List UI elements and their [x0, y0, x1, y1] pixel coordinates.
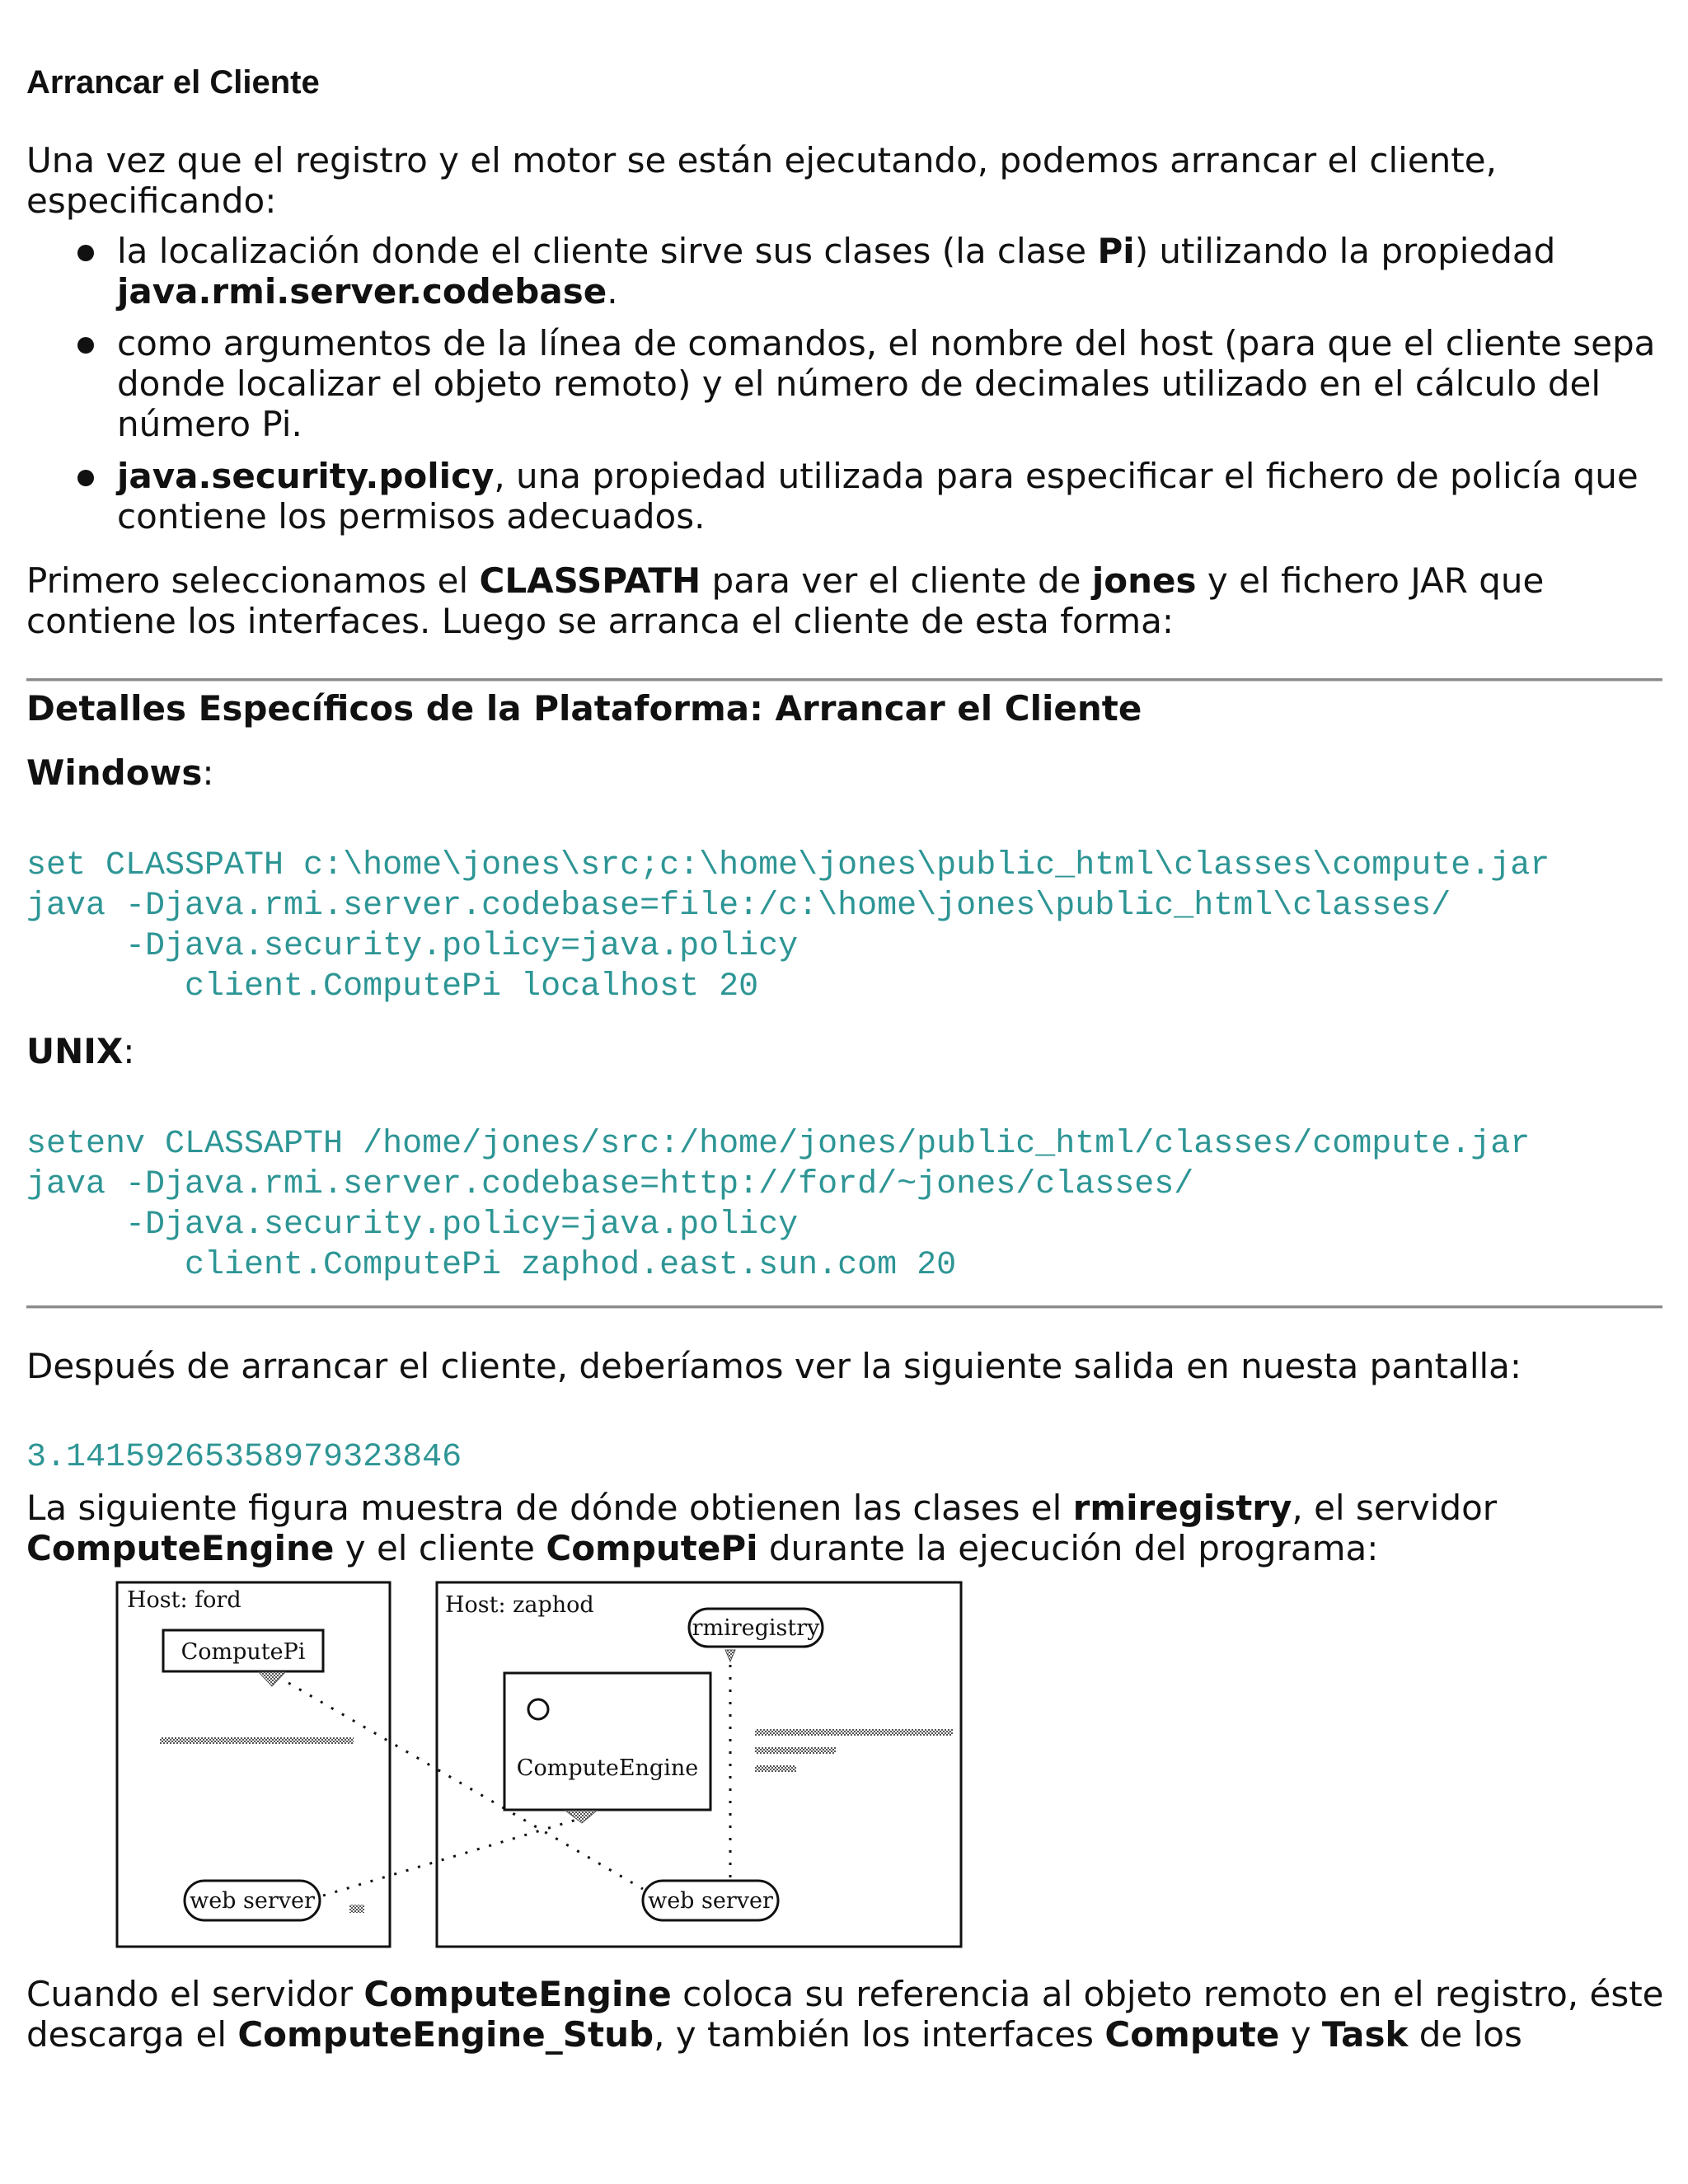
- bullet-icon: [77, 337, 94, 354]
- windows-label: Windows:: [26, 752, 214, 793]
- host-zaphod-label: Host: zaphod: [445, 1592, 594, 1618]
- figure-paragraph: La siguiente figura muestra de dónde obtienen las clases el rmiregistry, el servidor ComputeEngine y el cliente ComputePi durante la ejecución del programa:: [26, 1488, 1498, 1568]
- divider-bottom: [26, 1305, 1662, 1309]
- host-ford-label: Host: ford: [127, 1587, 241, 1613]
- after-paragraph: Después de arrancar el cliente, deberíamos ver la siguiente salida en nuesta pantalla:: [26, 1346, 1522, 1386]
- output-value: 3.14159265358979323846: [26, 1439, 462, 1476]
- requirements-list: [26, 231, 1667, 548]
- bullet-icon: [77, 470, 94, 486]
- unix-label: UNIX:: [26, 1031, 135, 1071]
- computepi-arrow: [259, 1672, 285, 1686]
- computeengine-label: ComputeEngine: [516, 1755, 699, 1781]
- classpath-paragraph: Primero seleccionamos el CLASSPATH para ver el cliente de jones y el fichero JAR que contiene los interfaces. Luego se arranca el cliente de esta forma:: [26, 560, 1545, 641]
- list-item: la localización donde el cliente sirve sus clases (la clase Pi) utilizando la propiedad java.rmi.server.codebase.: [26, 231, 1667, 312]
- class-loading-diagram: [115, 1579, 964, 1950]
- computepi-label: ComputePi: [181, 1639, 306, 1665]
- rmiregistry-label: rmiregistry: [692, 1615, 820, 1641]
- hatched-bar-right-2: [755, 1747, 836, 1754]
- webserver-right-label: web server: [648, 1888, 773, 1914]
- hatched-bar-right-1: [755, 1729, 953, 1736]
- computeengine-box: [504, 1673, 710, 1810]
- last-paragraph: Cuando el servidor ComputeEngine coloca su referencia al objeto remoto en el registro, éste descarga el ComputeEngine_Stub, y también los interfaces Compute y Task de los: [26, 1974, 1664, 2055]
- rmiregistry-arrow: [725, 1650, 735, 1661]
- webserver-left-label: web server: [190, 1888, 315, 1914]
- hatched-bar-right-3: [755, 1765, 796, 1772]
- divider-top: [26, 678, 1662, 682]
- platform-heading: Detalles Específicos de la Plataforma: Arrancar el Cliente: [26, 688, 1142, 729]
- section-heading: Arrancar el Cliente: [26, 64, 320, 101]
- intro-paragraph: Una vez que el registro y el motor se están ejecutando, podemos arrancar el cliente, especificando:: [26, 140, 1497, 221]
- unix-code-block: setenv CLASSAPTH /home/jones/src:/home/jones/public_html/classes/compute.jar java -Djava.rmi.server.codebase=http://ford/~jones/classes/ -Djava.security.policy=java.policy client.ComputePi zaphod.east.sun.com 20: [26, 1126, 1531, 1284]
- computeengine-arrow: [565, 1811, 597, 1823]
- windows-code-block: set CLASSPATH c:\home\jones\src;c:\home\jones\public_html\classes\compute.jar java -Djava.rmi.server.codebase=file:/c:\home\jones\public_html\classes/ -Djava.security.policy=java.policy client.ComputePi localhost 20: [26, 847, 1550, 1005]
- list-item: java.security.policy, una propiedad utilizada para especificar el fichero de policía que contiene los permisos adecuados.: [26, 456, 1667, 537]
- bullet-icon: [77, 245, 94, 261]
- hatched-mark-small: [349, 1905, 364, 1913]
- object-circle-icon: [528, 1699, 548, 1719]
- hatched-bar-left: [160, 1737, 354, 1744]
- list-item: como argumentos de la línea de comandos, el nombre del host (para que el cliente sepa donde localizar el objeto remoto) y el número de decimales utilizado en el cálculo del número Pi.: [26, 323, 1667, 444]
